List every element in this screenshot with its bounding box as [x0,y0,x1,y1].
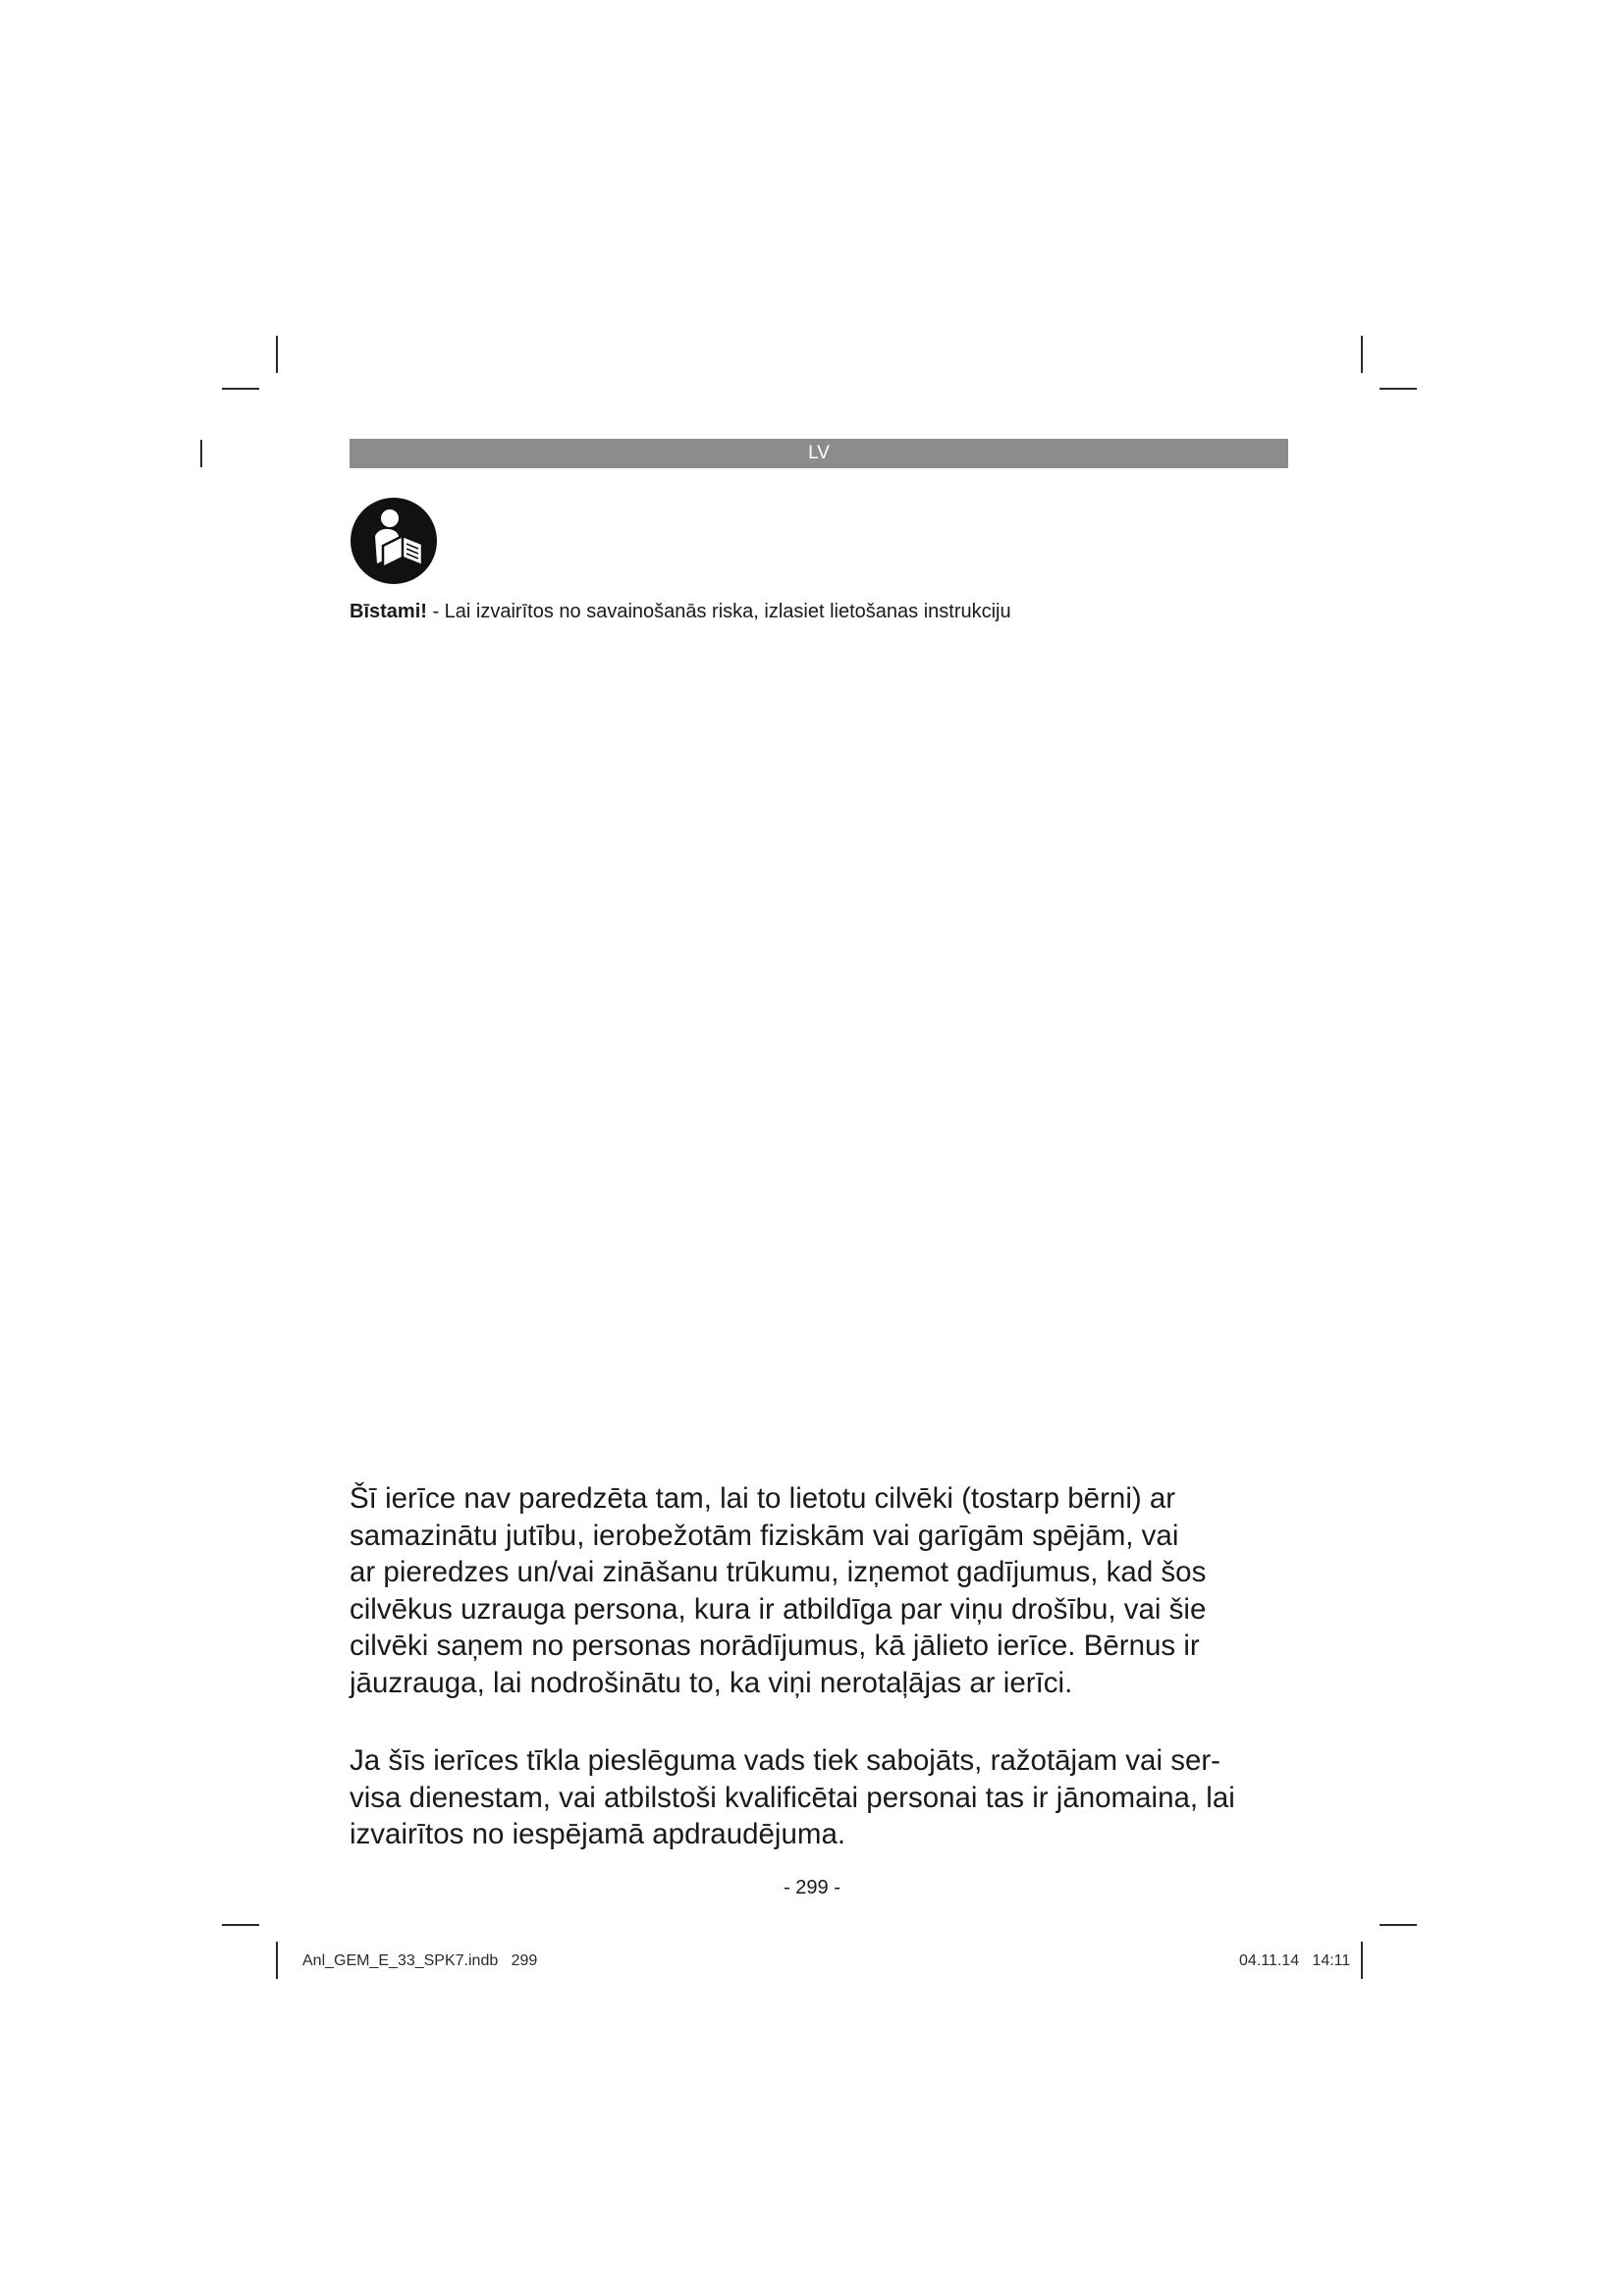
warning-message: - Lai izvairītos no savainošanās riska, izlasiet lietošanas instrukciju [426,601,1011,622]
registration-mark [200,440,202,467]
text-line: visa dienestam, vai atbilstoši kvalificētai personai tas ir jānomaina, lai [350,1781,1235,1814]
crop-mark [276,1942,278,1979]
file-slug: Anl_GEM_E_33_SPK7.indb 299 [302,1952,538,1969]
crop-mark [1380,388,1417,390]
crop-mark [1361,336,1363,373]
text-line: ar pieredzes un/vai zināšanu trūkumu, izņemot gadījumus, kad šos [350,1556,1207,1588]
crop-mark [1361,1942,1363,1979]
crop-mark [222,388,259,390]
text-line: samazinātu jutību, ierobežotām fiziskām vai garīgām spējām, vai [350,1519,1179,1552]
page-number: - 299 - [784,1877,840,1898]
read-manual-icon [350,497,438,585]
crop-mark [276,336,278,373]
language-code: LV [808,443,830,463]
paragraph-power-cord [350,1742,1292,1853]
text-line: Ja šīs ierīces tīkla pieslēguma vads tiek sabojāts, ražotājam vai ser- [350,1744,1221,1777]
paragraph-safety-supervision [350,1480,1292,1701]
text-line: cilvēki saņem no personas norādījumus, kā jālieto ierīce. Bērnus ir [350,1629,1200,1662]
text-line: izvairītos no iespējamā apdraudējuma. [350,1818,846,1850]
language-header-bar [350,439,1288,468]
text-line: cilvēkus uzrauga persona, kura ir atbildīga par viņu drošību, vai šie [350,1592,1207,1626]
crop-mark [222,1924,259,1926]
warning-label: Bīstami! [350,601,427,622]
crop-mark [1380,1924,1417,1926]
date-slug: 04.11.14 14:11 [1239,1952,1351,1969]
text-line: jāuzrauga, lai nodrošinātu to, ka viņi nerotaļājas ar ierīci. [350,1666,1073,1699]
text-line: Šī ierīce nav paredzēta tam, lai to lietotu cilvēki (tostarp bērni) ar [350,1482,1176,1515]
warning-text [350,599,1331,624]
